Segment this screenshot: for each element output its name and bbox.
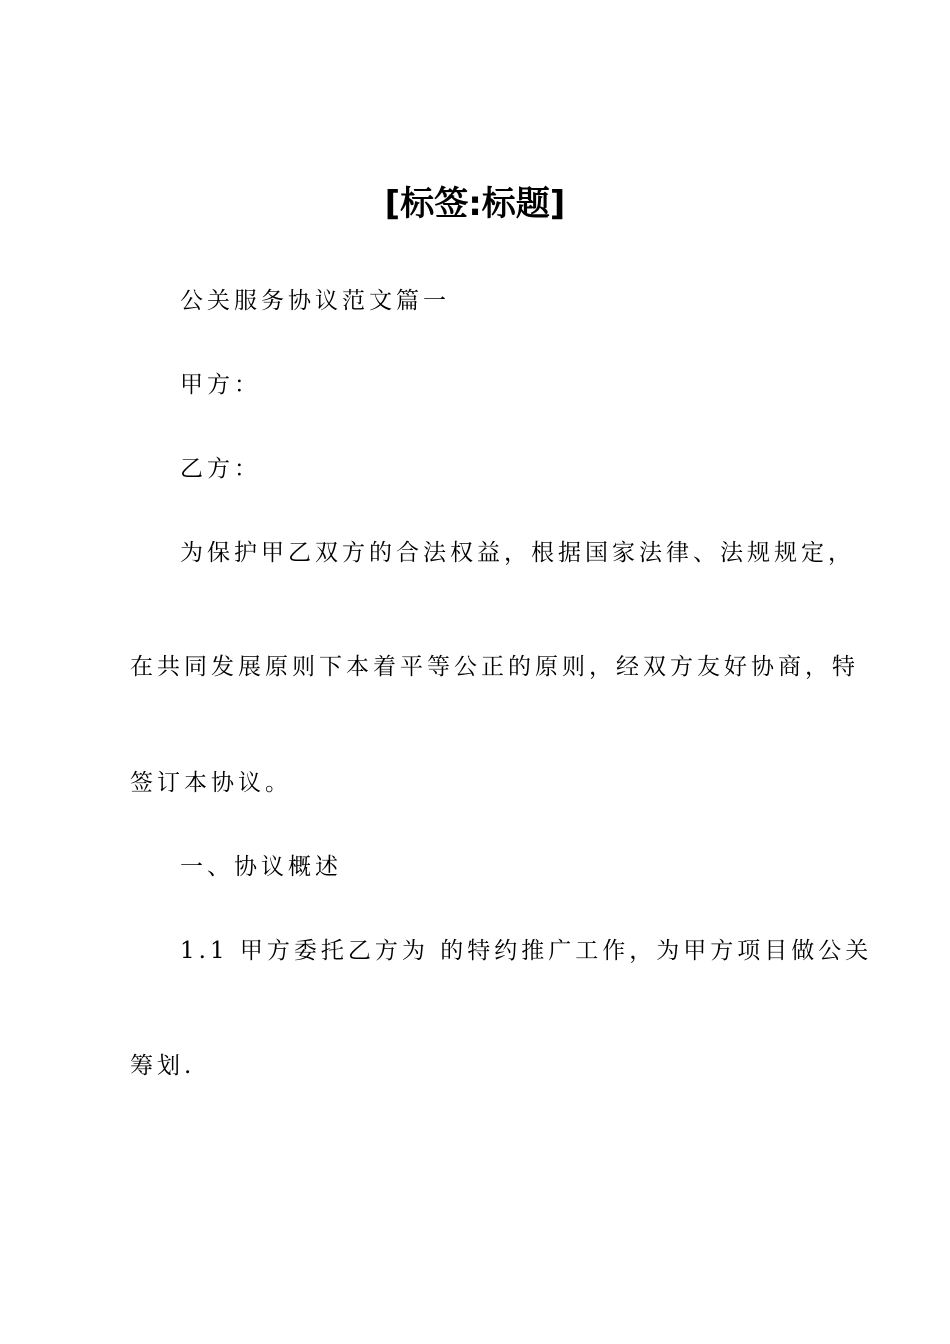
clause-line: 筹划. [130, 1053, 196, 1079]
party-a-label: 甲方： [180, 372, 261, 398]
paragraph-line: 在共同发展原则下本着平等公正的原则，经双方友好协商，特 [130, 654, 859, 680]
party-b-label: 乙方： [180, 456, 261, 482]
section-title: 一、协议概述 [180, 854, 342, 880]
paragraph-line: 为保护甲乙双方的合法权益，根据国家法律、法规规定， [180, 540, 855, 566]
document-title: [标签:标题] [384, 184, 566, 224]
clause-line: 1.1 甲方委托乙方为 的特约推广工作，为甲方项目做公关 [180, 938, 873, 964]
paragraph-line: 签订本协议。 [130, 770, 292, 796]
document-heading: 公关服务协议范文篇一 [180, 288, 450, 314]
